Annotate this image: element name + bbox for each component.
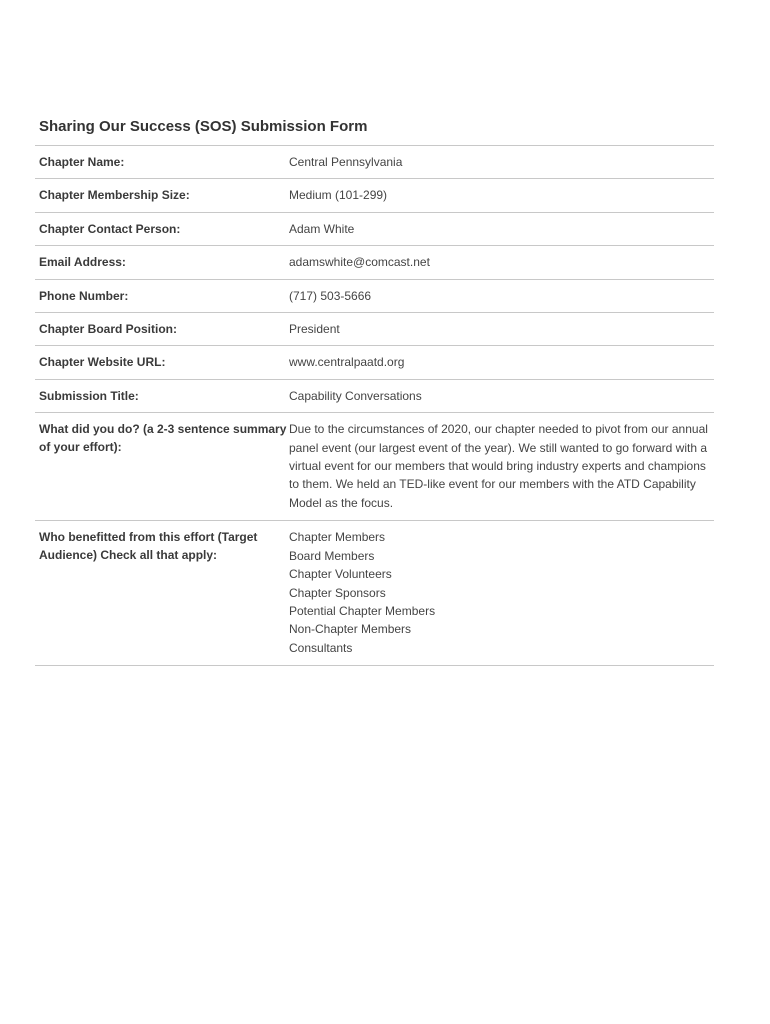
submission-form	[35, 117, 714, 666]
row-website	[35, 346, 714, 379]
value-board-position: President	[289, 322, 340, 337]
label-submission-title: Submission Title:	[39, 388, 139, 403]
list-item: Chapter Sponsors	[289, 585, 386, 600]
label-board-position: Chapter Board Position:	[39, 322, 178, 337]
label-website: Chapter Website URL:	[39, 355, 166, 370]
list-item: Potential Chapter Members	[289, 603, 436, 618]
label-target-audience: Who benefitted from this effort (Target Audience) Check all that apply:	[39, 530, 258, 563]
row-submission-title	[35, 380, 714, 413]
list-item: Consultants	[289, 640, 353, 655]
list-item: Non-Chapter Members	[289, 622, 412, 637]
value-submission-title: Capability Conversations	[289, 388, 422, 403]
row-phone	[35, 280, 714, 313]
row-summary	[35, 413, 714, 521]
list-item: Board Members	[289, 548, 375, 563]
value-summary: Due to the circumstances of 2020, our chapter needed to pivot from our annual panel event (our largest event of the year). We still wanted to go forward with a virtual event for our members that would bring industry experts and champions to them. We held an TED-like event for our members with the ATD Capability Model as the focus.	[289, 422, 708, 510]
label-summary: What did you do? (a 2-3 sentence summary of your effort):	[39, 422, 287, 455]
row-target-audience	[35, 521, 714, 666]
row-contact-person	[35, 213, 714, 246]
value-target-audience	[289, 528, 714, 657]
form-rows	[35, 145, 714, 666]
label-chapter-name: Chapter Name:	[39, 155, 125, 169]
list-item: Chapter Volunteers	[289, 567, 392, 582]
row-membership-size	[35, 179, 714, 212]
form-title: Sharing Our Success (SOS) Submission Form	[39, 118, 368, 135]
value-email: adamswhite@comcast.net	[289, 255, 430, 270]
value-chapter-name: Central Pennsylvania	[289, 155, 403, 169]
list-item: Chapter Members	[289, 530, 386, 545]
label-membership-size: Chapter Membership Size:	[39, 188, 190, 203]
value-website: www.centralpaatd.org	[289, 355, 405, 370]
value-membership-size: Medium (101-299)	[289, 188, 388, 203]
label-contact-person: Chapter Contact Person:	[39, 221, 181, 236]
label-email: Email Address:	[39, 255, 126, 270]
audience-list	[289, 528, 714, 657]
row-board-position	[35, 313, 714, 346]
value-contact-person: Adam White	[289, 221, 355, 236]
row-email	[35, 246, 714, 279]
label-phone: Phone Number:	[39, 288, 129, 303]
value-phone: (717) 503-5666	[289, 288, 372, 303]
row-chapter-name	[35, 146, 714, 179]
